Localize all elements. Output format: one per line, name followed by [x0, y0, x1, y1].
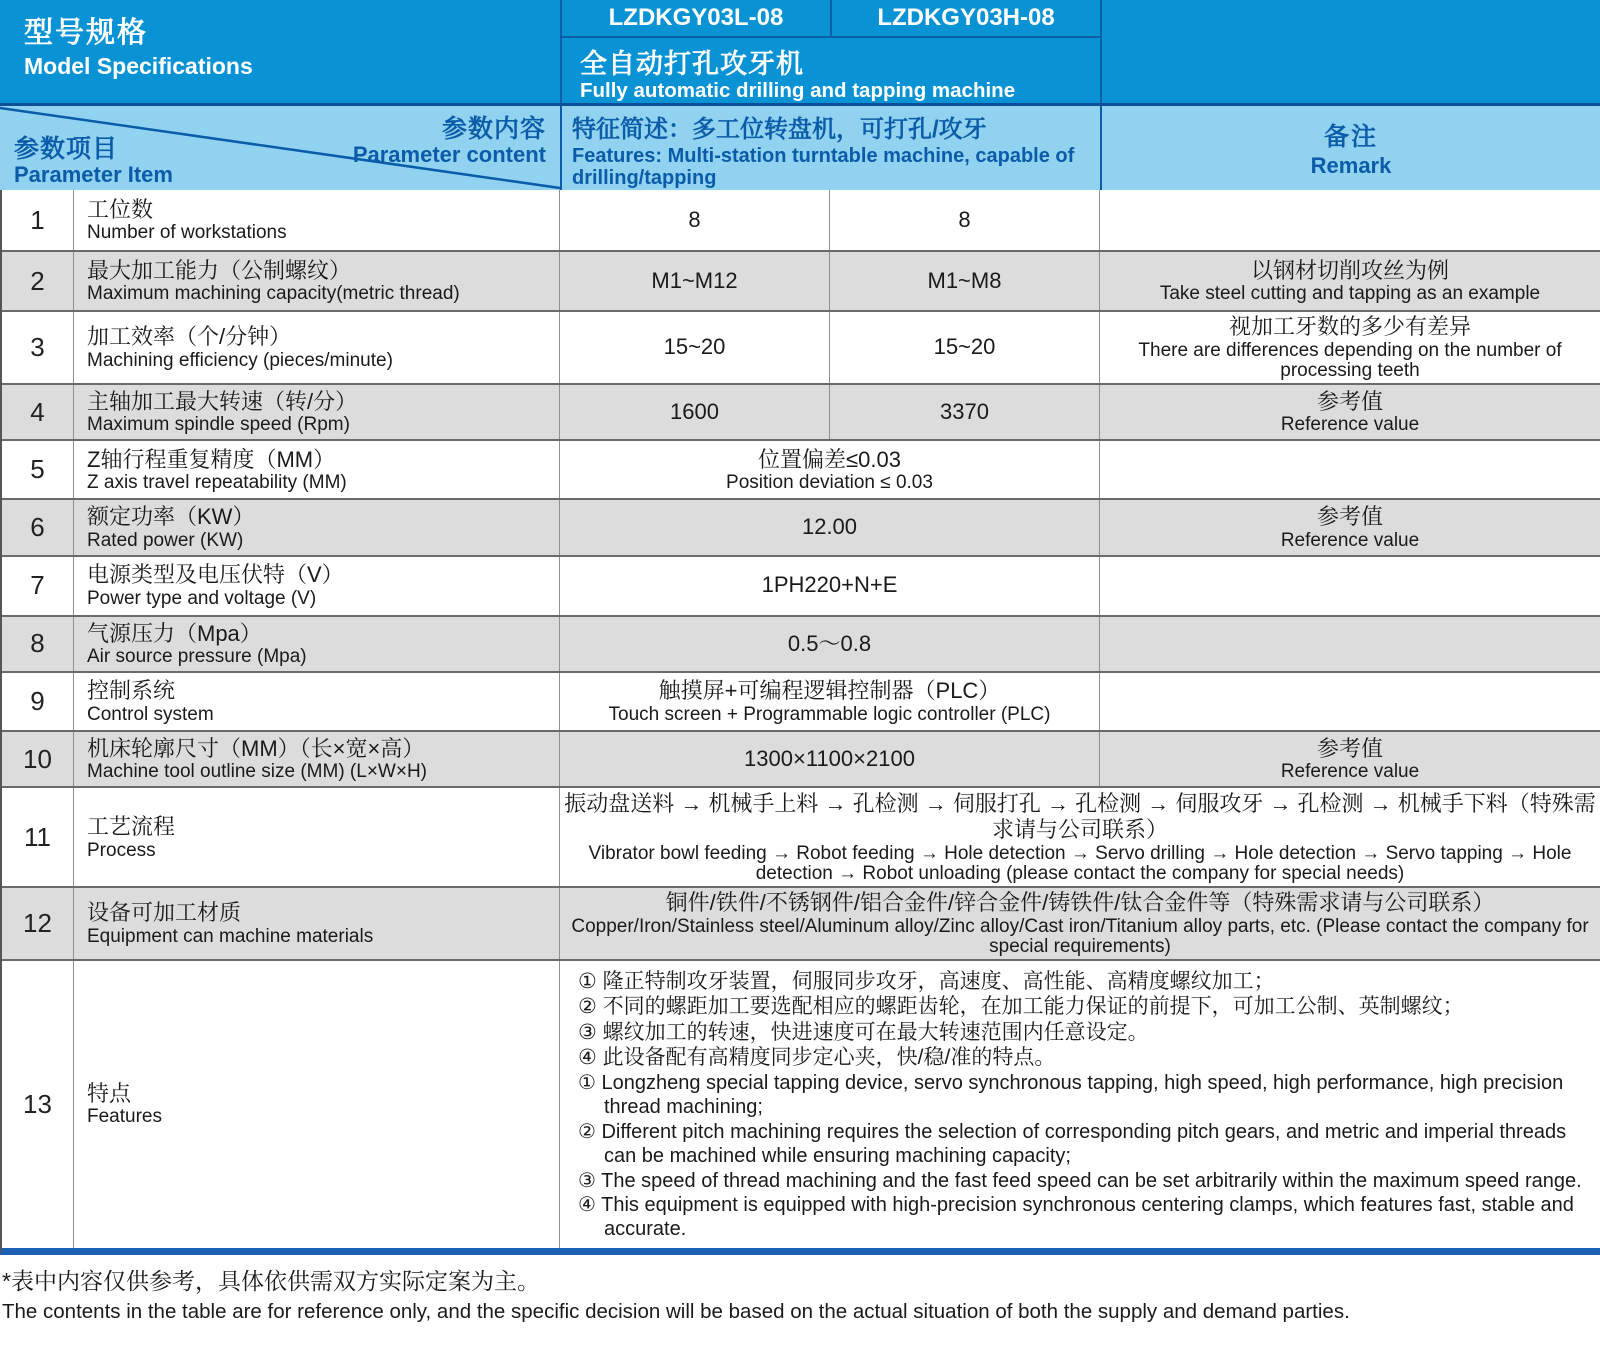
param-item-label: [14, 129, 173, 188]
model-spec-label-zh: 型号规格: [24, 17, 149, 49]
param-item-zh: 参数项目: [14, 135, 119, 163]
row-number: 13: [2, 961, 74, 1248]
remark-cell: [1100, 557, 1600, 615]
row-number: 3: [2, 312, 74, 383]
machine-name-en: Fully automatic drilling and tapping machine: [580, 79, 1016, 102]
parameter-item-cell: 特点 Features: [74, 961, 560, 1248]
remark-cell: [1100, 617, 1600, 671]
value-merged-cell: 12.00: [560, 500, 1100, 554]
value-merged-cell: 触摸屏+可编程逻辑控制器（PLC） Touch screen + Programmable logic controller (PLC): [560, 673, 1100, 730]
value-l-cell: 8: [560, 190, 830, 250]
table-row: [2, 441, 1600, 500]
parameter-item-cell: 工艺流程 Process: [74, 788, 560, 886]
parameter-item-cell: 电源类型及电压伏特（V） Power type and voltage (V): [74, 557, 560, 615]
table-row: [2, 732, 1600, 788]
features-summary-zh: 特征简述：多工位转盘机，可打孔/攻牙: [572, 116, 987, 143]
row-number: 11: [2, 788, 74, 886]
features-list-cell: [560, 961, 1600, 1248]
machine-name-zh: 全自动打孔攻牙机: [580, 49, 804, 79]
row-number: 5: [2, 441, 74, 498]
param-content-en: Parameter content: [352, 142, 546, 167]
features-summary-en: Features: Multi-station turntable machine, capable of drilling/tapping: [572, 145, 1075, 190]
value-h-cell: M1~M8: [830, 252, 1100, 310]
remark-cell: [1100, 190, 1600, 250]
remark-label-en: Remark: [1310, 153, 1392, 178]
value-full-cell: 铜件/铁件/不锈钢件/铝合金件/锌合金件/铸铁件/钛合金件等（特殊需求请与公司联系） Copper/Iron/Stainless steel/Aluminum alloy/Zinc alloy/Cast iron/Titanium alloy parts, etc. (Please contact the company for special requirements): [571, 890, 1589, 957]
remark-header-cell: [1100, 106, 1600, 190]
remark-cell: [1100, 673, 1600, 730]
model-l-label: LZDKGY03L-08: [560, 0, 830, 38]
row-number: 2: [2, 252, 74, 310]
table-row: [2, 888, 1600, 960]
parameter-item-cell: 控制系统 Control system: [74, 673, 560, 730]
value-full-cell: 振动盘送料 → 机械手上料 → 孔检测 → 伺服打孔 → 孔检测 → 伺服攻牙 → 孔检测 → 机械手下料（特殊需求请与公司联系） Vibrator bowl feeding → Robot feeding → Hole detection → Servo drilling → Hole detection → Servo tapping → Hole detection → Robot unloading (please contact the company for special needs): [564, 790, 1596, 884]
model-spec-label-en: Model Specifications: [24, 53, 253, 79]
footnote-en: The contents in the table are for reference only, and the specific decision will be based on the actual situation of both the supply and demand parties.: [2, 1299, 1350, 1323]
feature-item: ② 不同的螺距加工要选配相应的螺距齿轮，在加工能力保证的前提下，可加工公制、英制螺纹；: [578, 995, 1464, 1019]
table-row: [2, 312, 1600, 385]
row-number: 4: [2, 385, 74, 439]
value-h-cell: 8: [830, 190, 1100, 250]
row-number: 1: [2, 190, 74, 250]
parameter-item-cell: Z轴行程重复精度（MM） Z axis travel repeatability (MM): [74, 441, 560, 498]
table-row: [2, 961, 1600, 1248]
header-model-spec-cell: [0, 0, 560, 103]
feature-item: ② Different pitch machining requires the selection of corresponding pitch gears, and metric and imperial threads can be machined while ensuring machining capacity;: [578, 1120, 1567, 1168]
remark-cell: 以钢材切削攻丝为例 Take steel cutting and tapping as an example: [1159, 257, 1541, 305]
row-number: 8: [2, 617, 74, 671]
row-number: 6: [2, 500, 74, 554]
parameter-item-cell: 主轴加工最大转速（转/分） Maximum spindle speed (Rpm): [74, 385, 560, 439]
parameter-item-cell: 额定功率（KW） Rated power (KW): [74, 500, 560, 554]
parameter-item-cell: 气源压力（Mpa） Air source pressure (Mpa): [74, 617, 560, 671]
remark-cell: 参考值 Reference value: [1280, 389, 1420, 436]
parameter-item-cell: 机床轮廓尺寸（MM）（长×宽×高） Machine tool outline size (MM) (L×W×H): [74, 732, 560, 786]
value-merged-cell: 0.5～0.8: [560, 617, 1100, 671]
feature-item: ① 隆正特制攻牙装置，伺服同步攻牙，高速度、高性能、高精度螺纹加工；: [578, 969, 1275, 993]
param-item-en: Parameter Item: [14, 162, 173, 187]
row-number: 12: [2, 888, 74, 958]
remark-cell: 参考值 Reference value: [1280, 735, 1420, 783]
feature-item: ③ 螺纹加工的转速，快进速度可在最大转速范围内任意设定。: [578, 1020, 1149, 1044]
value-merged-cell: 1PH220+N+E: [560, 557, 1100, 615]
table-row: [2, 788, 1600, 888]
table-row: [2, 385, 1600, 441]
model-h-label: LZDKGY03H-08: [830, 0, 1100, 38]
feature-item: ④ 此设备配有高精度同步定心夹，快/稳/准的特点。: [578, 1046, 1056, 1070]
features-summary-cell: [560, 106, 1100, 190]
table-row: [2, 252, 1600, 312]
parameter-item-cell: 设备可加工材质 Equipment can machine materials: [74, 888, 560, 958]
param-content-zh: 参数内容: [441, 115, 546, 143]
row-number: 9: [2, 673, 74, 730]
row-number: 10: [2, 732, 74, 786]
feature-item: ① Longzheng special tapping device, servo synchronous tapping, high speed, high performance, high precision thread machining;: [578, 1072, 1564, 1119]
value-h-cell: 15~20: [830, 312, 1100, 383]
table-header: [0, 0, 1600, 190]
header-empty-block: [1100, 0, 1600, 103]
parameter-item-cell: 加工效率（个/分钟） Machining efficiency (pieces/minute): [74, 312, 560, 383]
parameter-item-cell: 工位数 Number of workstations: [74, 190, 560, 250]
value-merged-cell: 1300×1100×2100: [560, 732, 1100, 786]
remark-cell: [1100, 441, 1600, 498]
remark-cell: 视加工牙数的多少有差异 There are differences depending on the number of processing teeth: [1138, 314, 1562, 381]
value-merged-cell: 位置偏差≤0.03 Position deviation ≤ 0.03: [560, 441, 1100, 498]
value-h-cell: 3370: [830, 385, 1100, 439]
value-l-cell: 1600: [560, 385, 830, 439]
param-content-label: [353, 109, 546, 168]
parameter-header-row: [0, 103, 1600, 190]
feature-item: ③ The speed of thread machining and the fast feed speed can be set arbitrarily within the maximum speed range.: [578, 1169, 1582, 1192]
table-row: [2, 557, 1600, 617]
table-row: [2, 617, 1600, 673]
remark-label-zh: 备注: [1323, 123, 1378, 151]
parameter-item-cell: 最大加工能力（公制螺纹） Maximum machining capacity(metric thread): [74, 252, 560, 310]
value-l-cell: M1~M12: [560, 252, 830, 310]
table-row: [2, 190, 1600, 252]
table-row: [2, 500, 1600, 556]
remark-cell: 参考值 Reference value: [1280, 504, 1420, 551]
feature-item: ④ This equipment is equipped with high-precision synchronous centering clamps, which features fast, stable and accurate.: [578, 1193, 1574, 1241]
value-l-cell: 15~20: [560, 312, 830, 383]
footnote: [0, 1255, 1600, 1324]
diagonal-header-cell: [0, 106, 560, 190]
spec-table-body: [0, 190, 1600, 1255]
header-machine-cell: [560, 38, 1100, 103]
footnote-zh: *表中内容仅供参考，具体依供需双方实际定案为主。: [2, 1267, 540, 1294]
table-row: [2, 673, 1600, 732]
row-number: 7: [2, 557, 74, 615]
